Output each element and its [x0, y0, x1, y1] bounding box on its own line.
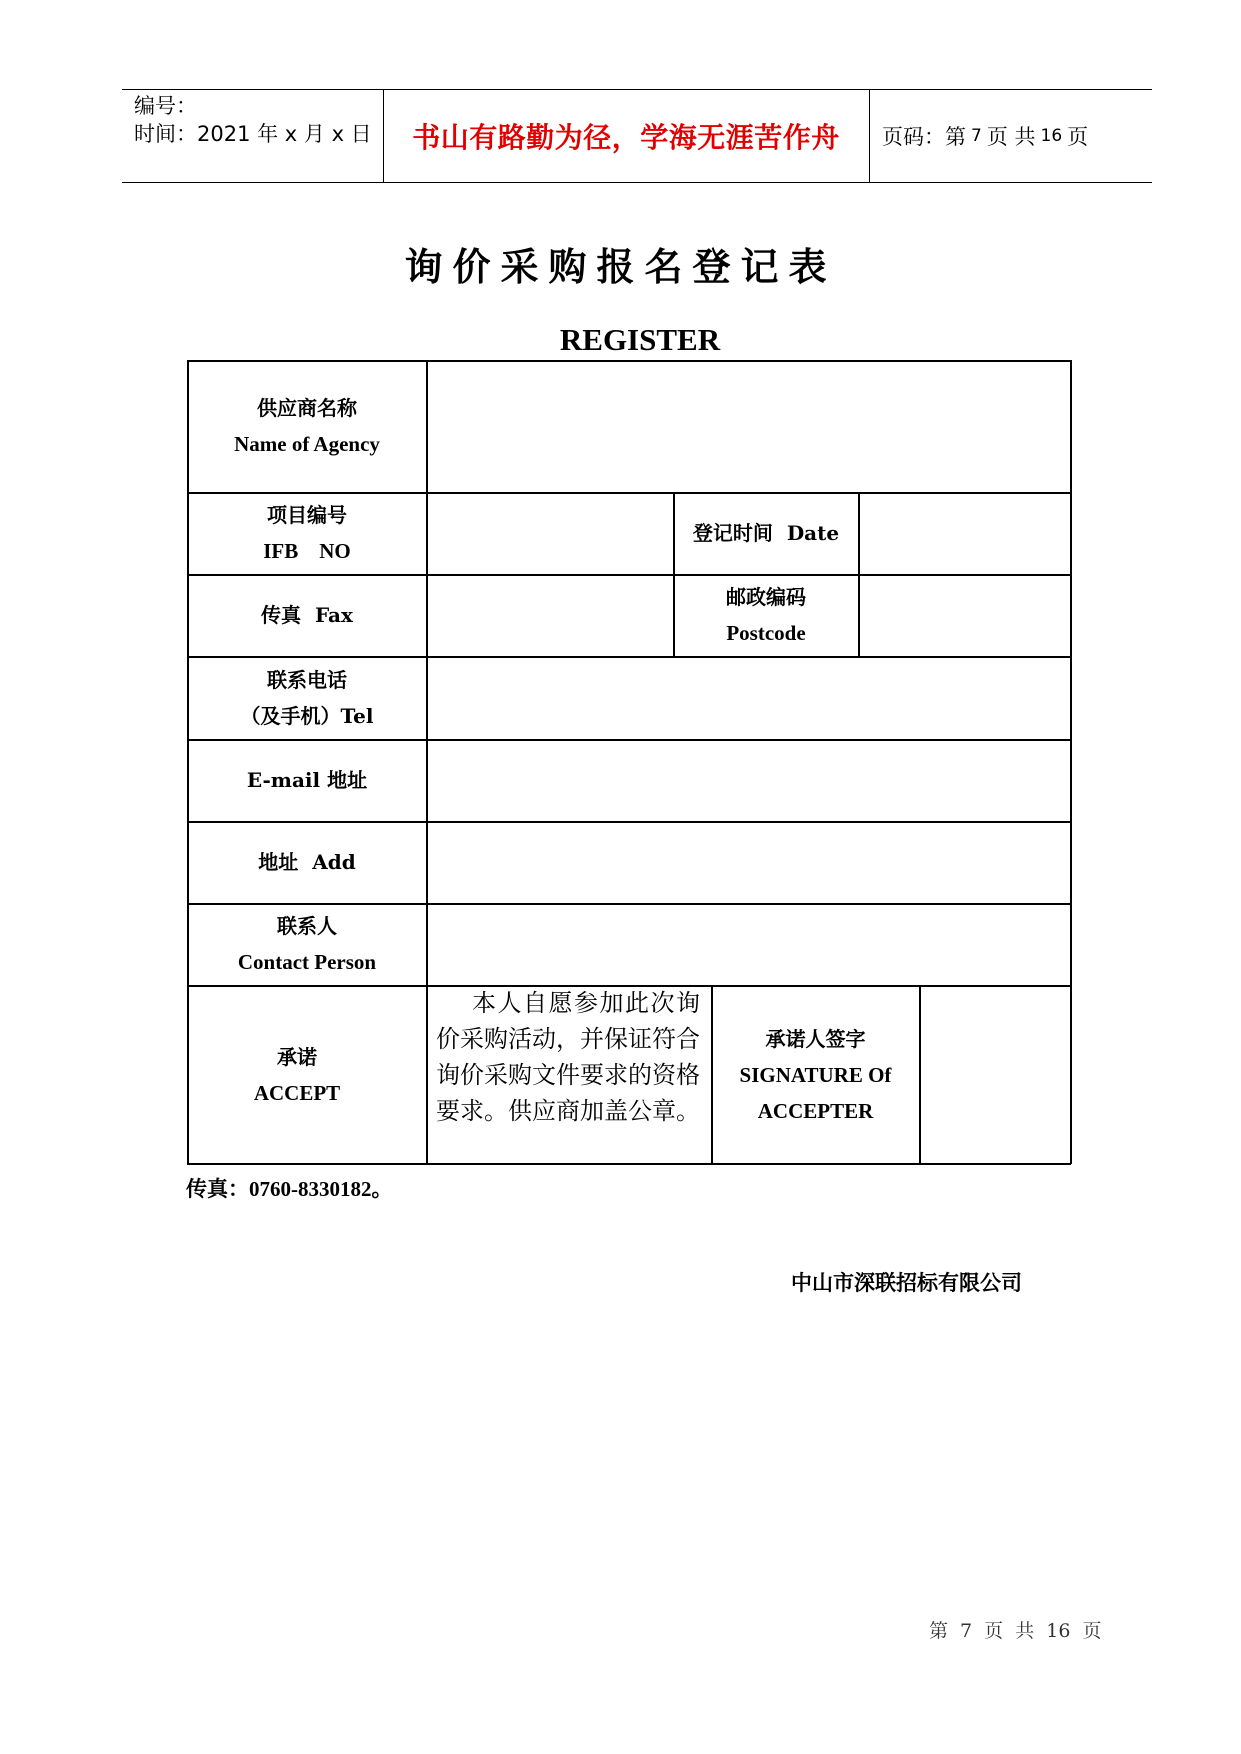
label-address: 地址 Add	[258, 850, 356, 874]
label-signature: 承诺人签字 SIGNATURE Of ACCEPTER	[739, 1026, 892, 1123]
label-postcode: 邮政编码 Postcode	[726, 585, 806, 645]
label-agency: 供应商名称 Name of Agency	[234, 396, 380, 456]
postcode-field[interactable]	[860, 576, 1070, 656]
fax-note: 传真：0760-8330182。	[186, 1177, 393, 1201]
label-date: 登记时间 Date	[692, 521, 840, 545]
page-current: 7	[971, 126, 982, 146]
address-field[interactable]	[428, 823, 1070, 903]
form-subtitle: REGISTER	[559, 322, 721, 357]
header-page-indicator	[882, 90, 1088, 182]
page-header	[122, 89, 1152, 183]
label-fax: 传真 Fax	[261, 603, 353, 627]
pledge-text: 本人自愿参加此次询价采购活动，并保证符合询价采购文件要求的资格要求。供应商加盖公章。	[436, 989, 700, 1125]
page-prefix: 页码：第	[882, 125, 966, 149]
page-total: 16	[1040, 126, 1063, 146]
header-divider	[869, 90, 870, 182]
table-border-right	[1070, 360, 1072, 1164]
page-suffix: 页	[1067, 125, 1089, 149]
header-number-label: 编号：	[134, 94, 197, 118]
fax-field[interactable]	[428, 576, 673, 656]
agency-name-field[interactable]	[428, 362, 1070, 492]
label-contact: 联系人 Contact Person	[237, 914, 377, 974]
page-footer: 第 7 页 共 16 页	[929, 1620, 1102, 1642]
header-meta	[134, 92, 372, 148]
tel-field[interactable]	[428, 658, 1070, 739]
date-field[interactable]	[860, 494, 1070, 574]
label-email: E-mail 地址	[246, 768, 368, 792]
ifb-number-field[interactable]	[428, 494, 673, 574]
page-mid: 页 共	[986, 125, 1036, 149]
label-ifb: 项目编号 IFB NO	[263, 503, 351, 563]
header-time-label: 时间：2021 年 x 月 x 日	[134, 122, 372, 146]
label-accept: 承诺 ACCEPT	[253, 1044, 341, 1105]
signature-field[interactable]	[921, 987, 1070, 1163]
form-title: 询价采购报名登记表	[404, 244, 837, 289]
header-motto: 书山有路勤为径，学海无涯苦作舟	[412, 121, 840, 154]
label-tel: 联系电话 （及手机）Tel	[240, 667, 374, 728]
contact-person-field[interactable]	[428, 905, 1070, 985]
company-name: 中山市深联招标有限公司	[791, 1270, 1022, 1295]
email-field[interactable]	[428, 741, 1070, 821]
